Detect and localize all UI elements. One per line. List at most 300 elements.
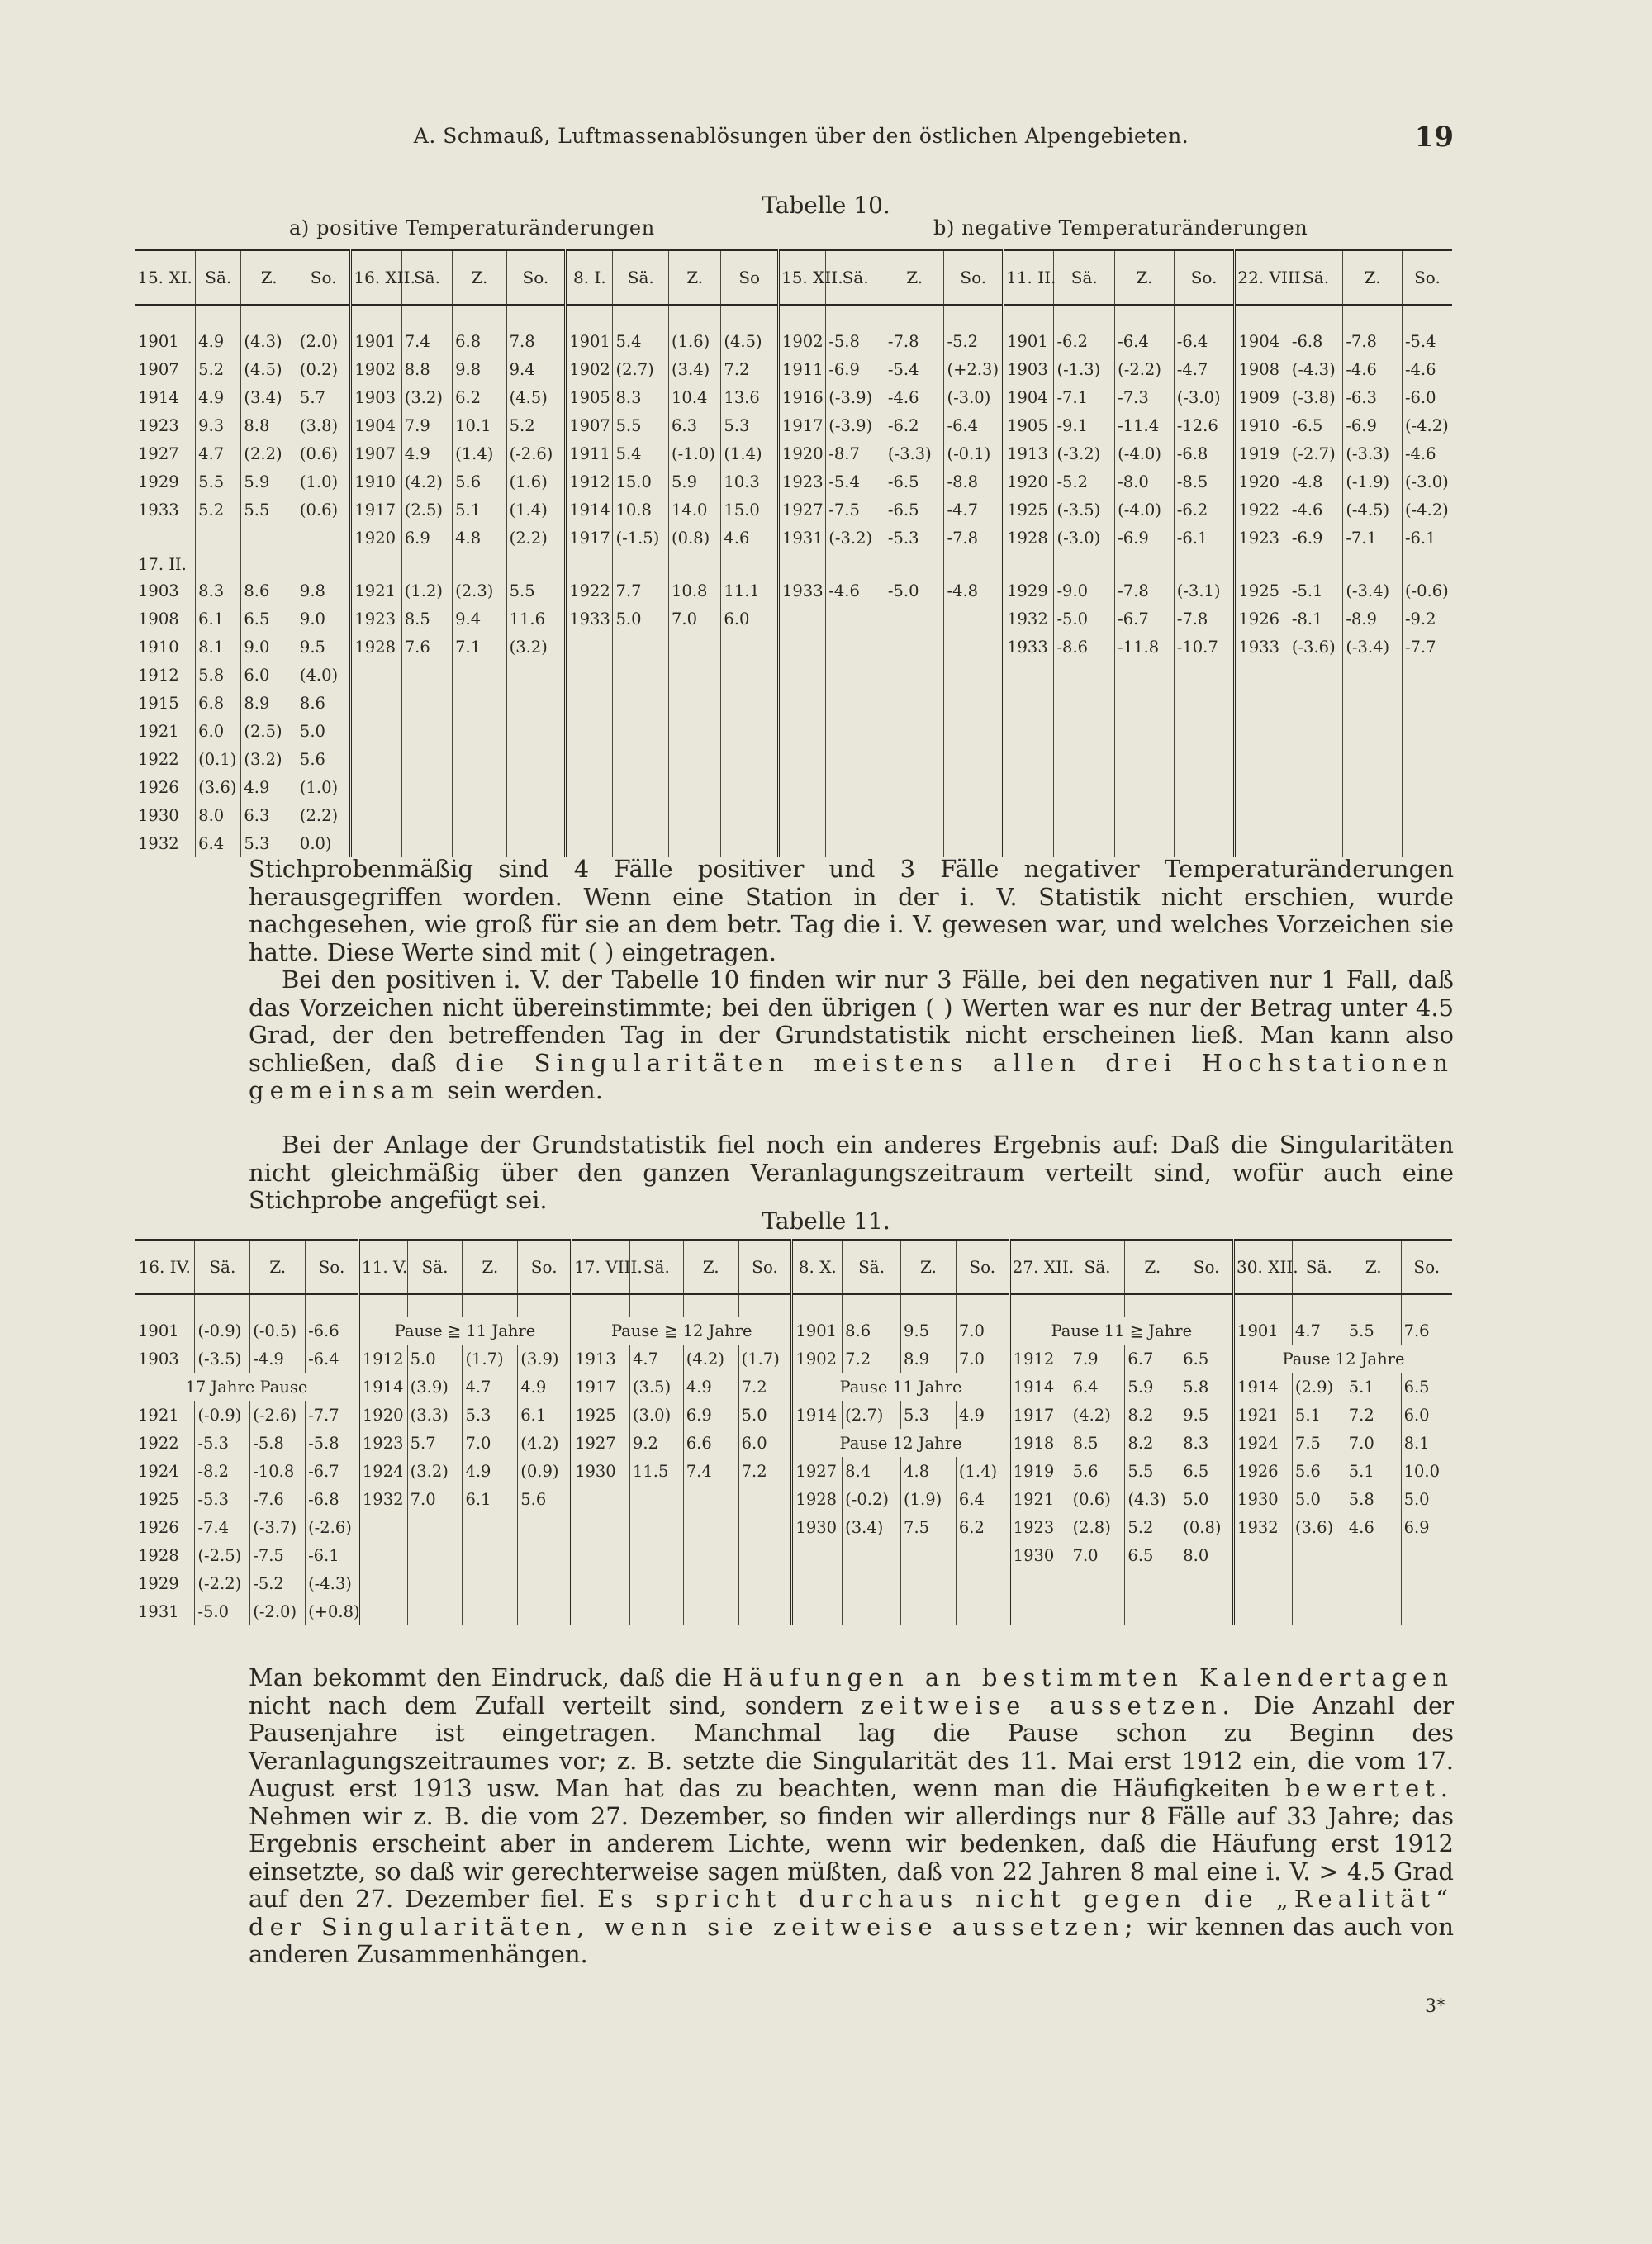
column-header: 16. IV. xyxy=(135,1240,195,1294)
table-cell xyxy=(506,552,566,576)
table-cell: 5.5 xyxy=(196,467,241,496)
table-cell: 6.5 xyxy=(1125,1541,1180,1569)
table-cell: -8.6 xyxy=(1054,633,1115,661)
table-cell xyxy=(453,745,506,773)
table-cell: 1905 xyxy=(566,383,613,411)
paragraph-2-spaced: die Singularitäten meistens allen drei Hochstationen gemeinsam xyxy=(249,1048,1454,1104)
table-cell: (0.1) xyxy=(196,745,241,773)
table-cell xyxy=(506,661,566,689)
table-cell: 6.4 xyxy=(196,829,241,857)
table-cell: (-3.3) xyxy=(885,439,944,467)
table-cell xyxy=(566,773,613,801)
table-cell xyxy=(778,801,825,829)
table-cell: 9.0 xyxy=(241,633,297,661)
table-cell: -4.8 xyxy=(1289,467,1342,496)
table-cell xyxy=(453,829,506,857)
table-cell xyxy=(1235,745,1289,773)
table-cell: (1.2) xyxy=(401,576,452,605)
table-cell: 1914 xyxy=(1234,1373,1293,1401)
table-cell: 7.2 xyxy=(1346,1401,1401,1429)
table-cell xyxy=(401,689,452,717)
column-header: Sä. xyxy=(195,1240,250,1294)
table-cell: 1925 xyxy=(1235,576,1289,605)
table-cell: -6.8 xyxy=(1289,327,1342,355)
table-cell: 4.9 xyxy=(463,1457,518,1485)
column-header: Z. xyxy=(250,1240,306,1294)
table-cell: 1923 xyxy=(351,605,401,633)
table-cell: (-1.5) xyxy=(613,524,669,552)
table-cell: 1926 xyxy=(138,777,179,797)
table-cell xyxy=(1289,829,1342,857)
table-cell xyxy=(613,717,669,745)
table-cell xyxy=(1289,773,1342,801)
table-cell: 1924 xyxy=(138,1461,179,1481)
table-cell: (2.2) xyxy=(506,524,566,552)
table-cell xyxy=(351,717,401,745)
column-header: Z. xyxy=(885,250,944,305)
table-cell: 1903 xyxy=(1004,355,1054,383)
table-cell xyxy=(944,552,1004,576)
table-cell: 5.3 xyxy=(241,829,297,857)
table-cell xyxy=(885,552,944,576)
table-cell: 6.2 xyxy=(453,383,506,411)
table-cell: (3.9) xyxy=(518,1345,572,1373)
table-cell xyxy=(1054,552,1115,576)
table-cell: 1904 xyxy=(351,411,401,439)
column-header: So xyxy=(721,250,779,305)
table-cell: 1908 xyxy=(1235,355,1289,383)
table-cell: -5.3 xyxy=(195,1429,250,1457)
table-cell xyxy=(1054,745,1115,773)
table-cell: 1926 xyxy=(1235,605,1289,633)
table-cell xyxy=(669,773,721,801)
table-cell: 5.7 xyxy=(297,383,350,411)
table-cell: 4.6 xyxy=(721,524,779,552)
table-cell xyxy=(1343,773,1403,801)
table-cell: 8.3 xyxy=(613,383,669,411)
table-cell: 5.9 xyxy=(1125,1373,1180,1401)
table-cell xyxy=(351,689,401,717)
table-cell xyxy=(1289,745,1342,773)
table-cell xyxy=(566,801,613,829)
table-cell: 8.9 xyxy=(241,689,297,717)
table-cell xyxy=(613,773,669,801)
table-cell: (-0.9) xyxy=(195,1317,250,1345)
table-cell xyxy=(1115,552,1175,576)
table-cell: 8.0 xyxy=(1180,1541,1234,1569)
table-cell xyxy=(1174,773,1235,801)
table-cell: 1901 xyxy=(1004,327,1054,355)
table-cell xyxy=(843,1541,901,1569)
table-cell: 1905 xyxy=(1004,411,1054,439)
table-cell xyxy=(944,717,1004,745)
table-cell: 1913 xyxy=(1004,439,1054,467)
table-cell: 9.0 xyxy=(297,605,350,633)
table-cell: 6.8 xyxy=(196,689,241,717)
table-cell: -5.3 xyxy=(885,524,944,552)
table-cell xyxy=(453,717,506,745)
table-cell xyxy=(1004,773,1054,801)
paragraph-1 xyxy=(249,856,1454,966)
table-cell: -6.9 xyxy=(1289,524,1342,552)
table-cell xyxy=(1054,689,1115,717)
table-cell: 4.9 xyxy=(683,1373,738,1401)
table-cell xyxy=(778,689,825,717)
table-cell: 1920 xyxy=(358,1401,407,1429)
table-cell xyxy=(1054,717,1115,745)
table-cell: (-1.3) xyxy=(1054,355,1115,383)
table-cell: -9.2 xyxy=(1402,605,1452,633)
column-header: Sä. xyxy=(1289,250,1342,305)
table-cell: 1912 xyxy=(1009,1345,1070,1373)
table-cell: (3.5) xyxy=(629,1373,683,1401)
table-cell xyxy=(358,1541,407,1569)
table-cell: 1933 xyxy=(1004,633,1054,661)
table-cell xyxy=(566,661,613,689)
paragraph-3-text: Bei der Anlage der Grundstatistik fiel noch ein anderes Ergebnis auf: Daß die Singularitäten nicht gleichmäßig über den ganzen Veranlagungszeitraum verteilt sind, wofür auch eine Stichprobe angefügt sei. xyxy=(249,1131,1454,1214)
table-row xyxy=(135,717,1452,745)
table-cell: (-2.0) xyxy=(250,1597,306,1625)
table-cell: 6.1 xyxy=(196,605,241,633)
table-cell xyxy=(944,633,1004,661)
table-cell: 1922 xyxy=(1235,496,1289,524)
table-cell: -5.2 xyxy=(1054,467,1115,496)
table-cell: 15.0 xyxy=(721,496,779,524)
table-row xyxy=(135,383,1452,411)
table-cell xyxy=(669,689,721,717)
table-cell: -4.6 xyxy=(885,383,944,411)
table-cell: -7.8 xyxy=(1115,576,1175,605)
table-cell: (-2.2) xyxy=(195,1569,250,1597)
table-cell: (1.4) xyxy=(721,439,779,467)
table-cell: 5.5 xyxy=(1346,1317,1401,1345)
table-cell: -4.9 xyxy=(250,1345,306,1373)
table-cell: 7.0 xyxy=(1346,1429,1401,1457)
table-cell: 1901 xyxy=(792,1317,843,1345)
table-cell: 1931 xyxy=(138,1601,179,1621)
table-cell xyxy=(566,717,613,745)
table-cell xyxy=(1234,1541,1293,1569)
table-cell: 1924 xyxy=(358,1457,407,1485)
table-row xyxy=(135,661,1452,689)
table-cell: (-4.3) xyxy=(1289,355,1342,383)
table-cell xyxy=(721,829,779,857)
table-cell: 4.8 xyxy=(901,1457,957,1485)
table-cell: 6.9 xyxy=(401,524,452,552)
table10-label-positive: a) positive Temperaturänderungen xyxy=(289,216,655,240)
table-cell: (3.8) xyxy=(297,411,350,439)
table-cell xyxy=(738,1513,792,1541)
table-cell: (-1.9) xyxy=(1343,467,1403,496)
table-cell: 5.2 xyxy=(196,355,241,383)
table-cell: 1921 xyxy=(1009,1485,1070,1513)
table-cell xyxy=(683,1541,738,1569)
table-cell: (-3.2) xyxy=(826,524,885,552)
column-header: 16. XII. xyxy=(351,250,401,305)
paragraph-4-g: Nehmen wir z. B. die vom 27. Dezember, so finden wir allerdings nur 8 Fälle auf 33 Jahre; das Ergebnis erscheint aber in anderem Lichte, wenn wir bedenken, daß die Häufung erst 1912 einsetzte, so daß wir gerechterweise sagen müßten, daß von 22 Jahren 8 mal eine i. V. > 4.5 Grad auf den 27. Dezember fiel. xyxy=(249,1801,1454,1913)
table-cell: 1921 xyxy=(138,721,179,741)
table-cell: 7.0 xyxy=(407,1485,463,1513)
table-cell: -4.6 xyxy=(1402,439,1452,467)
table-cell: -5.2 xyxy=(250,1569,306,1597)
table-cell: -8.8 xyxy=(944,467,1004,496)
column-header: 11. II. xyxy=(1004,250,1054,305)
table-cell xyxy=(669,745,721,773)
table-cell: 1933 xyxy=(778,576,825,605)
table-row xyxy=(135,1429,1452,1457)
table-cell: 7.5 xyxy=(1292,1429,1346,1457)
table-cell: 8.3 xyxy=(1180,1429,1234,1457)
table-cell: 5.4 xyxy=(613,439,669,467)
column-header: 30. XII. xyxy=(1234,1240,1293,1294)
table-cell: (-0.2) xyxy=(843,1485,901,1513)
table-cell: -5.8 xyxy=(250,1429,306,1457)
table-cell xyxy=(613,829,669,857)
table-cell: 5.1 xyxy=(1346,1373,1401,1401)
table-cell: 4.9 xyxy=(196,383,241,411)
table-cell: (1.4) xyxy=(956,1457,1009,1485)
table-10 xyxy=(135,249,1452,857)
table-cell xyxy=(885,605,944,633)
table-cell xyxy=(1343,801,1403,829)
table-cell xyxy=(669,633,721,661)
table-cell: (1.6) xyxy=(506,467,566,496)
table-cell: -8.5 xyxy=(1174,467,1235,496)
table-row xyxy=(135,689,1452,717)
table-cell: 1917 xyxy=(1009,1401,1070,1429)
table-cell xyxy=(351,661,401,689)
table-cell: (4.0) xyxy=(297,661,350,689)
table-cell: 1922 xyxy=(566,576,613,605)
table-cell: (0.9) xyxy=(518,1457,572,1485)
table-row xyxy=(135,411,1452,439)
table-cell: (-3.3) xyxy=(1343,439,1403,467)
table-cell: 10.1 xyxy=(453,411,506,439)
table-cell: 11.6 xyxy=(506,605,566,633)
table-cell: 6.0 xyxy=(721,605,779,633)
table-cell xyxy=(944,829,1004,857)
table-cell xyxy=(944,661,1004,689)
table-cell: 5.0 xyxy=(407,1345,463,1373)
table-cell xyxy=(1402,689,1452,717)
table-cell: -7.8 xyxy=(885,327,944,355)
table-cell: 4.7 xyxy=(1292,1317,1346,1345)
table-cell: (-0.5) xyxy=(250,1317,306,1345)
table-cell: 1917 xyxy=(351,496,401,524)
table-cell: -7.6 xyxy=(250,1485,306,1513)
table-cell xyxy=(885,633,944,661)
table-cell: 7.8 xyxy=(506,327,566,355)
column-header: 8. X. xyxy=(792,1240,843,1294)
table-cell xyxy=(826,689,885,717)
table-cell xyxy=(241,552,297,576)
table-cell: -6.1 xyxy=(1402,524,1452,552)
table-cell xyxy=(1343,689,1403,717)
table-cell: 14.0 xyxy=(669,496,721,524)
table-cell: -5.4 xyxy=(1402,327,1452,355)
column-header: So. xyxy=(738,1240,792,1294)
table-cell: 1928 xyxy=(792,1485,843,1513)
column-header: Sä. xyxy=(1292,1240,1346,1294)
table-cell: 1911 xyxy=(778,355,825,383)
paragraph-2-end: sein werden. xyxy=(447,1076,603,1104)
table-cell xyxy=(1115,717,1175,745)
column-header: Z. xyxy=(1346,1240,1401,1294)
column-header: Sä. xyxy=(1054,250,1115,305)
table-cell xyxy=(1235,773,1289,801)
table-cell xyxy=(566,689,613,717)
table-cell: -6.8 xyxy=(306,1485,359,1513)
table-cell: (1.9) xyxy=(901,1485,957,1513)
table-cell: 1915 xyxy=(138,693,179,713)
table-cell: 8.5 xyxy=(401,605,452,633)
table-cell: 4.7 xyxy=(629,1345,683,1373)
table-cell: 6.5 xyxy=(241,605,297,633)
table-cell: 1923 xyxy=(1009,1513,1070,1541)
table-cell xyxy=(1402,661,1452,689)
table-cell: (2.0) xyxy=(297,327,350,355)
table-cell xyxy=(1004,829,1054,857)
table-cell xyxy=(885,773,944,801)
table-cell: 1922 xyxy=(138,749,179,769)
column-header: 15. XII. xyxy=(778,250,825,305)
table-cell-span: Pause ≧ 11 Jahre xyxy=(358,1317,571,1345)
table-cell: (-3.9) xyxy=(826,411,885,439)
column-header: Z. xyxy=(901,1240,957,1294)
table-cell: (2.2) xyxy=(241,439,297,467)
table-cell: (0.2) xyxy=(297,355,350,383)
table-cell: (-0.9) xyxy=(195,1401,250,1429)
table-cell: -6.3 xyxy=(1343,383,1403,411)
table-cell: -4.7 xyxy=(1174,355,1235,383)
table-cell: 1923 xyxy=(138,415,179,435)
table-cell: 1921 xyxy=(1234,1401,1293,1429)
table-cell xyxy=(1054,801,1115,829)
paragraph-4-d: zeitweise aussetzen. xyxy=(861,1691,1236,1720)
table-cell: (1.4) xyxy=(506,496,566,524)
table-cell xyxy=(1289,552,1342,576)
table-cell xyxy=(721,552,779,576)
table-cell xyxy=(506,773,566,801)
table-cell: 1901 xyxy=(138,331,179,351)
table-cell xyxy=(683,1513,738,1541)
table-cell: -7.7 xyxy=(1402,633,1452,661)
column-header: Sä. xyxy=(401,250,452,305)
paragraph-4-a: Man bekommt den Eindruck, daß die xyxy=(249,1663,713,1691)
table-cell: 8.1 xyxy=(1401,1429,1452,1457)
table-cell xyxy=(351,773,401,801)
table-cell: 5.6 xyxy=(297,745,350,773)
column-header: Sä. xyxy=(196,250,241,305)
table-cell xyxy=(738,1485,792,1513)
table-cell: -9.0 xyxy=(1054,576,1115,605)
paragraph-4-b: Häufungen an bestimmten Kalendertagen xyxy=(722,1663,1454,1691)
table-cell: 6.8 xyxy=(453,327,506,355)
table-row xyxy=(135,745,1452,773)
table-cell: 1910 xyxy=(1235,411,1289,439)
table-cell: (4.3) xyxy=(1125,1485,1180,1513)
column-header: Z. xyxy=(1343,250,1403,305)
table-cell: 10.0 xyxy=(1401,1457,1452,1485)
table-cell xyxy=(401,661,452,689)
table-cell: 8.9 xyxy=(901,1345,957,1373)
table-cell xyxy=(885,717,944,745)
table-cell: 1930 xyxy=(792,1513,843,1541)
table-cell: (-2.7) xyxy=(1289,439,1342,467)
table-cell: -6.1 xyxy=(306,1541,359,1569)
table-cell xyxy=(1289,717,1342,745)
table-cell: -5.8 xyxy=(826,327,885,355)
table-cell xyxy=(1343,745,1403,773)
table-cell: -7.8 xyxy=(1174,605,1235,633)
table-cell: (-3.7) xyxy=(250,1513,306,1541)
table-row xyxy=(135,605,1452,633)
table-row xyxy=(135,1597,1452,1625)
table-cell xyxy=(1115,661,1175,689)
table-row xyxy=(135,1457,1452,1485)
table-cell: 1926 xyxy=(1234,1457,1293,1485)
table-cell: (0.6) xyxy=(297,439,350,467)
table-cell: 1930 xyxy=(572,1457,630,1485)
table-cell: 9.5 xyxy=(297,633,350,661)
table-cell xyxy=(669,717,721,745)
table-cell: 1927 xyxy=(138,444,179,463)
table-cell xyxy=(1343,661,1403,689)
table-cell xyxy=(721,689,779,717)
table-row xyxy=(135,633,1452,661)
table-cell xyxy=(407,1513,463,1541)
table-cell: -6.5 xyxy=(1289,411,1342,439)
table-cell: (0.6) xyxy=(297,496,350,524)
table-cell: 6.7 xyxy=(1125,1345,1180,1373)
table-cell: 6.5 xyxy=(1180,1345,1234,1373)
column-header: So. xyxy=(1402,250,1452,305)
table-cell xyxy=(1235,552,1289,576)
table-cell: 5.9 xyxy=(241,467,297,496)
table-cell: 8.8 xyxy=(241,411,297,439)
column-header: 8. I. xyxy=(566,250,613,305)
table-cell: 9.2 xyxy=(629,1429,683,1457)
table-cell: 1902 xyxy=(351,355,401,383)
table-cell: 5.0 xyxy=(738,1401,792,1429)
table-cell xyxy=(613,745,669,773)
table-cell: 1933 xyxy=(566,605,613,633)
table-cell: (1.0) xyxy=(297,467,350,496)
table-cell xyxy=(1174,745,1235,773)
table-cell: 5.0 xyxy=(1401,1485,1452,1513)
table-cell xyxy=(401,801,452,829)
table-cell: (-3.0) xyxy=(1402,467,1452,496)
table-row xyxy=(135,524,1452,552)
table-cell: 5.8 xyxy=(196,661,241,689)
table-cell: 1929 xyxy=(138,1573,179,1593)
running-header xyxy=(0,121,1652,157)
table-cell: 1923 xyxy=(778,467,825,496)
table-cell-span: Pause ≧ 12 Jahre xyxy=(572,1317,792,1345)
table-cell: 5.3 xyxy=(463,1401,518,1429)
table-cell xyxy=(1343,552,1403,576)
table-cell: 5.6 xyxy=(1070,1457,1125,1485)
table-cell: 1903 xyxy=(138,581,179,600)
table-row xyxy=(135,1513,1452,1541)
table-cell: 1914 xyxy=(792,1401,843,1429)
table-cell xyxy=(1402,745,1452,773)
table-cell-span: Pause 12 Jahre xyxy=(792,1429,1009,1457)
table-cell: -5.0 xyxy=(885,576,944,605)
table-cell: 9.8 xyxy=(297,576,350,605)
table-cell xyxy=(1004,661,1054,689)
paragraph-4 xyxy=(249,1664,1454,1969)
